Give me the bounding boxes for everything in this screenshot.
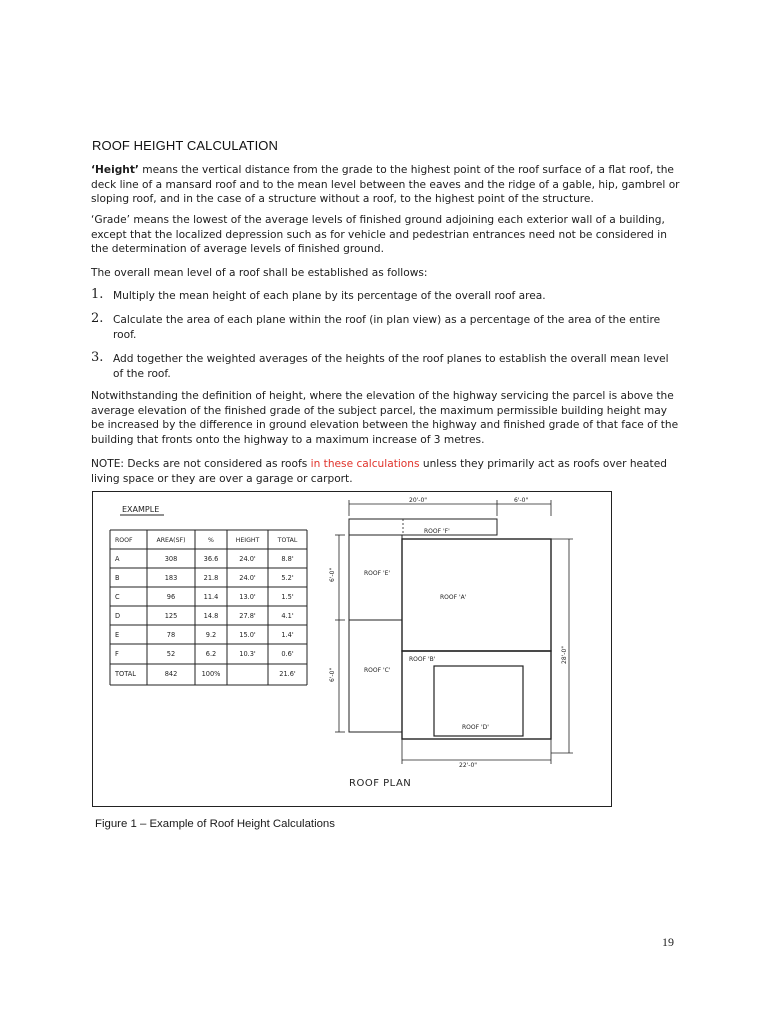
table-cell: 36.6 [203,555,219,563]
table-cell: 52 [166,650,176,658]
height-definition [91,163,681,207]
table-cell: 308 [164,555,178,563]
table-cell: 24.0' [239,574,256,582]
dim-top-left: 20'-0" [409,497,428,504]
note-text-after: unless they primarily act as roofs over heated living space or they are over a garage or carport. [91,458,667,485]
example-table-cells [114,537,298,678]
roof-b-label: ROOF 'B' [409,656,436,663]
table-cell: D [115,612,121,620]
table-cell: 9.2 [205,631,217,639]
notwithstanding-paragraph: Notwithstanding the definition of height, where the elevation of the highway servicing the parcel is above the average elevation of the finished grade of the subject parcel, the maximum permissible building height may be increased by the difference in ground elevation between the highway and finished grade of that face of the building that fronts onto the highway to a maximum increase of 3 metres. [91,390,679,446]
dim-left-upper: 6'-0" [329,567,336,582]
table-cell: 24.0' [239,555,256,563]
table-cell: F [115,650,119,658]
table-cell: 5.2' [281,574,294,582]
step-number: 3. [91,350,104,365]
table-cell: E [115,631,120,639]
table-cell: 10.3' [239,650,256,658]
step-number: 2. [91,311,104,326]
table-cell: C [115,593,120,601]
dim-left-lower: 6'-0" [329,667,336,682]
roof-d-label: ROOF 'D' [462,724,489,731]
table-cell: 15.0' [239,631,256,639]
table-cell: 100% [201,670,221,678]
roof-c-label: ROOF 'C' [364,667,391,674]
table-header-cell: % [208,537,214,544]
table-cell: 11.4 [203,593,219,601]
grade-definition: ‘Grade’ means the lowest of the average levels of finished ground adjoining each exterior wall of a building, except that the localized depression such as for vehicle and pedestrian entrances need not be considered in the determination of average levels of finished ground. [91,214,667,255]
table-cell: 1.5' [281,593,294,601]
note-highlight: in these calculations [310,458,420,470]
table-header-cell: TOTAL [277,537,298,544]
note-text-before: NOTE: Decks are not considered as roofs [91,458,311,470]
table-cell: B [115,574,120,582]
table-cell: 78 [166,631,176,639]
table-cell: TOTAL [115,670,136,678]
dim-bottom: 22'-0" [459,762,478,769]
table-cell: 21.8 [203,574,219,582]
table-cell: 0.6' [281,650,294,658]
roof-plan-title: ROOF PLAN [349,778,412,789]
figure-frame [92,491,612,807]
table-cell: 6.2 [205,650,217,658]
table-cell: 8.8' [281,555,294,563]
table-header-cell: ROOF [115,537,133,544]
example-label: EXAMPLE [122,505,160,514]
height-term: ‘Height’ [91,164,139,176]
step-text: Multiply the mean height of each plane by its percentage of the overall roof area. [113,290,546,302]
figure-caption: Figure 1 – Example of Roof Height Calculations [95,818,335,830]
step-text: Add together the weighted averages of the heights of the roof planes to establish the overall mean level of the roof. [113,353,669,380]
roof-e-c-outline [349,535,402,732]
table-cell: 13.0' [239,593,256,601]
step-text: Calculate the area of each plane within the roof (in plan view) as a percentage of the area of the entire roof. [113,314,661,341]
table-cell: 4.1' [281,612,294,620]
roof-f-outline [349,519,497,535]
roof-e-label: ROOF 'E' [364,570,391,577]
table-cell: 27.8' [239,612,256,620]
roof-a-outline [402,539,551,651]
roof-a-label: ROOF 'A' [440,594,467,601]
intro-text: The overall mean level of a roof shall be established as follows: [91,267,428,279]
table-cell: 96 [166,593,176,601]
roof-figure [93,492,611,806]
example-table [110,530,307,685]
table-cell: 1.4' [281,631,294,639]
table-cell: 14.8 [203,612,219,620]
section-heading: ROOF HEIGHT CALCULATION [92,138,279,153]
roof-f-label: ROOF 'F' [424,528,450,535]
step-number: 1. [91,287,104,302]
table-header-cell: HEIGHT [235,537,260,544]
table-header-cell: AREA(SF) [156,537,186,544]
note-paragraph [91,457,681,486]
dim-top-right: 6'-0" [514,497,529,504]
table-cell: 842 [164,670,178,678]
roof-plan-drawing [335,500,573,764]
table-cell: 125 [164,612,178,620]
table-cell: 21.6' [279,670,296,678]
table-cell: 183 [164,574,178,582]
table-cell: A [115,555,120,563]
dim-right: 28'-0" [561,645,568,664]
height-definition-text: means the vertical distance from the grade to the highest point of the roof surface of a flat roof, the deck line of a mansard roof and to the mean level between the eaves and the ridge of a gable, hip, gambrel or sloping roof, and in the case of a structure without a roof, to the highest point of the structure. [91,164,680,205]
page-number: 19 [662,935,674,949]
